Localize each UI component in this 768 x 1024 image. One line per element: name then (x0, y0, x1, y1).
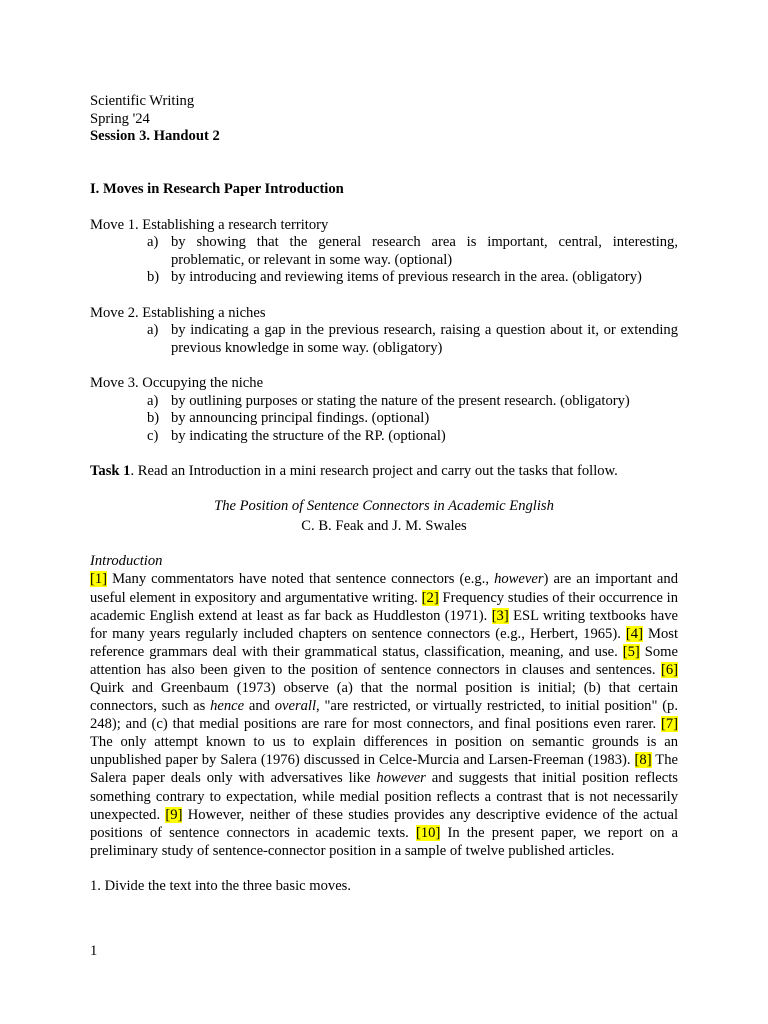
section-title: I. Moves in Research Paper Introduction (90, 181, 344, 198)
move-item (90, 410, 678, 428)
sentence-tag: [9] (165, 806, 183, 823)
task-instruction (90, 463, 678, 481)
handout-page (90, 93, 678, 895)
item-marker: a) (147, 234, 159, 251)
course-name: Scientific Writing (90, 93, 195, 109)
move-item (90, 234, 678, 269)
task-text: . Read an Introduction in a mini research project and carry out the tasks that follow. (130, 462, 618, 479)
page-number: 1 (90, 943, 98, 959)
item-marker: b) (147, 269, 160, 286)
sentence-tag: [8] (634, 752, 652, 769)
sentence-tag: [4] (625, 625, 643, 642)
move-title: Move 1. Establishing a research territory (90, 216, 329, 233)
move-1 (90, 217, 678, 287)
sentence-tag: [10] (415, 824, 441, 841)
move-title: Move 2. Establishing a niches (90, 304, 266, 321)
move-title: Move 3. Occupying the niche (90, 374, 264, 391)
intro-paragraph: [1] Many commentators have noted that sentence connectors (e.g., however) are an important and useful element in expository and argumentative writing. [2] Frequency studies of their occurrence in academic English extend at least as far back as Huddleston (1971). [3] ESL writing textbooks have for many years regularly included chapters on sentence connectors (e.g., Herbert, 1965). [4] Most reference grammars deal with their grammatical status, classification, meaning, and use. [5] Some attention has also been given to the position of sentence connectors in clauses and sentences. [6] Quirk and Greenbaum (1973) observe (a) that the normal position is initial; (b) that certain connectors, such as hence and overall, "are restricted, or virtually restricted, to initial position" (p. 248); and (c) that medial positions are rare for most connectors, and final positions even rarer. [7] The only attempt known to us to explain differences in position on semantic grounds is an unpublished paper by Salera (1976) discussed in Celce-Murcia and Larsen-Freeman (1983). [8] The Salera paper deals only with adversatives like however and suggests that initial position reflects something contrary to expectation, while medial position reflects a contrast that is not necessarily unexpected. [9] However, neither of these studies provides any descriptive evidence of the actual positions of sentence connectors in academic texts. [10] In the present paper, we report on a preliminary study of sentence-connector position in a sample of twelve published articles. (90, 571, 679, 859)
move-item (90, 393, 678, 411)
article-authors: C. B. Feak and J. M. Swales (301, 517, 467, 534)
item-marker: c) (147, 427, 159, 444)
move-item (90, 269, 678, 287)
task-label: Task 1 (90, 462, 131, 479)
sentence-tag: [5] (622, 643, 640, 660)
question-1: 1. Divide the text into the three basic moves. (90, 877, 351, 894)
sentence-tag: [6] (660, 661, 678, 678)
move-item (90, 322, 678, 357)
item-marker: a) (147, 322, 159, 339)
term: Spring '24 (90, 110, 150, 127)
sentence-tag: [7] (660, 716, 678, 733)
item-text: by announcing principal findings. (optional) (171, 410, 430, 427)
move-item (90, 428, 678, 446)
sentence-tag: [2] (421, 589, 439, 606)
sentence-tag: [1] (90, 571, 108, 588)
item-text: by indicating the structure of the RP. (optional) (171, 427, 446, 444)
intro-heading: Introduction (90, 552, 163, 569)
item-text: by outlining purposes or stating the nature of the present research. (obligatory) (171, 392, 630, 409)
item-marker: a) (147, 392, 159, 409)
session-label: Session 3. Handout 2 (90, 128, 220, 145)
sentence-tag: [3] (491, 607, 509, 624)
item-marker: b) (147, 410, 160, 427)
item-text: by introducing and reviewing items of previous research in the area. (obligatory) (171, 269, 642, 286)
item-text: by showing that the general research area is important, central, interesting, problematic, or relevant in some way. (optional) (171, 234, 678, 268)
move-2 (90, 305, 678, 358)
article-title: The Position of Sentence Connectors in Academic English (214, 498, 554, 515)
move-3 (90, 375, 678, 445)
item-text: by indicating a gap in the previous research, raising a question about it, or extending previous knowledge in some way. (obligatory) (171, 322, 678, 356)
